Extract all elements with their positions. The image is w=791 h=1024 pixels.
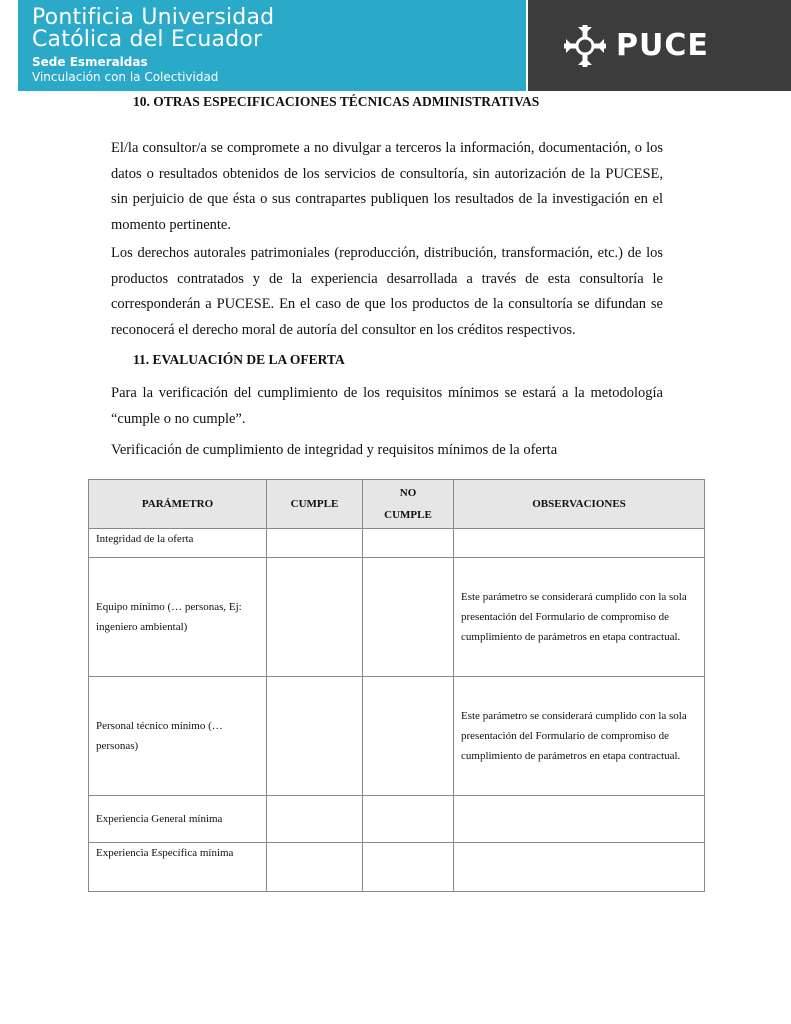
cell-cumple: [267, 843, 363, 892]
cell-observaciones: Este parámetro se considerará cumplido con la sola presentación del Formulario de compromiso de cumplimiento de parámetros en etapa contractual.: [454, 558, 705, 677]
cell-no-cumple: [363, 529, 454, 558]
puce-logo: [564, 25, 744, 67]
puce-cross-emblem-icon: [564, 25, 606, 67]
table-row: [89, 558, 705, 677]
cell-no-cumple: [363, 677, 454, 796]
page-header: [0, 0, 791, 91]
header-no-cumple-line1: NO: [399, 487, 417, 499]
header-cumple: CUMPLE: [267, 480, 363, 529]
cell-observaciones: [454, 529, 705, 558]
cell-cumple: [267, 529, 363, 558]
cell-parametro: Integridad de la oferta: [89, 529, 267, 558]
section-10-heading: 10. OTRAS ESPECIFICACIONES TÉCNICAS ADMINISTRATIVAS: [133, 94, 540, 109]
section-10-paragraph-copyright: Los derechos autorales patrimoniales (reproducción, distribución, transformación, etc.) de los productos contratados y de la experiencia desarrollada a través de esta consultoría le corresponderán a PUCESE. En el caso de que los productos de la consultoría se difundan se reconocerá el derecho moral de autoría del consultor en los créditos respectivos.: [111, 245, 663, 338]
table-row: [89, 529, 705, 558]
cell-parametro: Experiencia Específica mínima: [89, 843, 267, 892]
university-name-line1: Pontificia Universidad: [32, 5, 275, 30]
table-row: [89, 677, 705, 796]
table-header-row: [89, 480, 705, 529]
cell-no-cumple: [363, 843, 454, 892]
campus-name: Sede Esmeraldas: [32, 55, 148, 69]
section-11-heading: 11. EVALUACIÓN DE LA OFERTA: [133, 352, 345, 367]
puce-logo-text: PUCE: [616, 28, 709, 63]
university-name-line2: Católica del Ecuador: [32, 27, 263, 52]
cell-parametro: Personal técnico mínimo (… personas): [89, 677, 267, 796]
section-10-paragraph-confidentiality: El/la consultor/a se compromete a no divulgar a terceros la información, documentación, o los datos o resultados obtenidos de los servicios de consultoría, sin autorización de la PUCESE, sin perjuicio de que ésta o sus contrapartes publiquen los resultados de la investigación en el momento pertinente.: [111, 140, 663, 233]
cell-parametro: Equipo mínimo (… personas, Ej: ingeniero ambiental): [89, 558, 267, 677]
cell-parametro: Experiencia General mínima: [89, 796, 267, 843]
header-no-cumple-line2: CUMPLE: [384, 509, 432, 521]
header-logo-band: [528, 0, 791, 91]
cell-observaciones: [454, 843, 705, 892]
section-11-paragraph-table-intro: Verificación de cumplimiento de integridad y requisitos mínimos de la oferta: [111, 442, 558, 458]
cell-no-cumple: [363, 796, 454, 843]
department-name: Vinculación con la Colectividad: [32, 70, 219, 84]
cell-observaciones: Este parámetro se considerará cumplido con la sola presentación del Formulario de compromiso de cumplimiento de parámetros en etapa contractual.: [454, 677, 705, 796]
evaluation-table: [88, 479, 705, 892]
cell-observaciones: [454, 796, 705, 843]
header-parametro: PARÁMETRO: [89, 480, 267, 529]
cell-no-cumple: [363, 558, 454, 677]
header-observaciones: OBSERVACIONES: [454, 480, 705, 529]
header-brand-band: [18, 0, 526, 91]
cell-cumple: [267, 677, 363, 796]
cell-cumple: [267, 558, 363, 677]
section-11-paragraph-methodology: Para la verificación del cumplimiento de los requisitos mínimos se estará a la metodología “cumple o no cumple”.: [111, 385, 663, 427]
cell-cumple: [267, 796, 363, 843]
header-no-cumple: [363, 480, 454, 529]
table-row: [89, 796, 705, 843]
table-row: [89, 843, 705, 892]
